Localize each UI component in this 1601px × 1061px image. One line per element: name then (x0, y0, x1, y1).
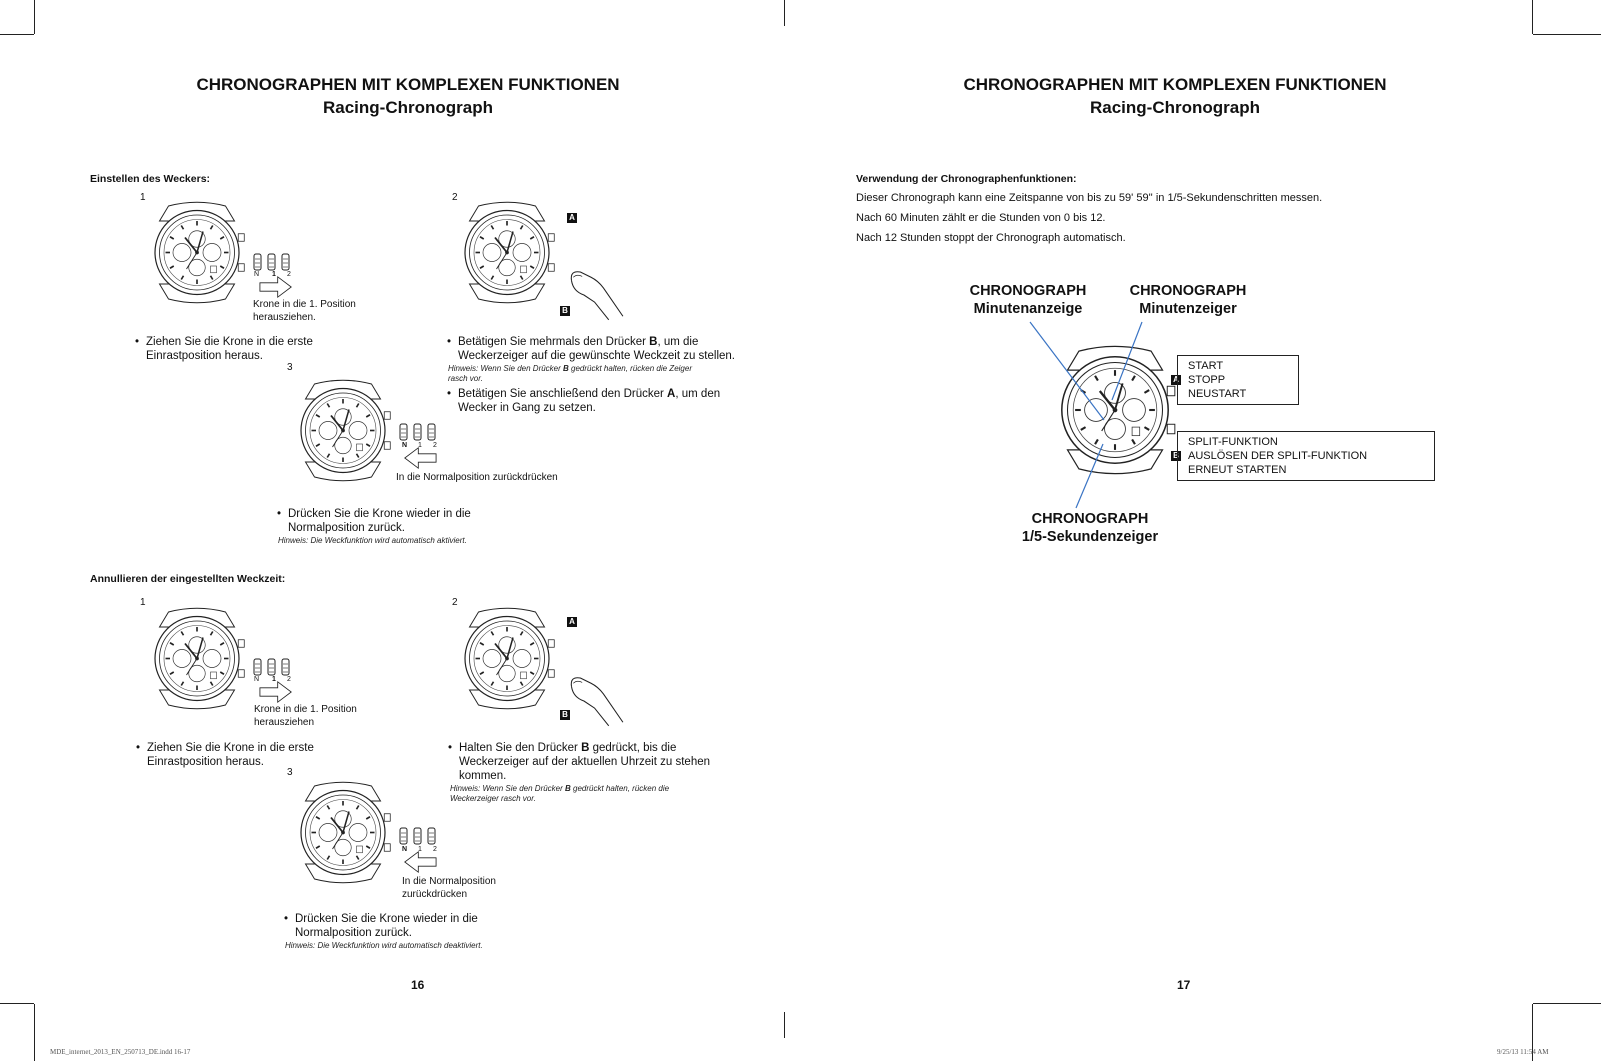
body-paragraph: Dieser Chronograph kann eine Zeitspanne von bis zu 59' 59'' in 1/5-Sekundenschritten messen. (856, 192, 1323, 204)
crown-position-n: N (254, 676, 260, 683)
print-slug-file: MDE_internet_2013_EN_250713_DE.indd 16-17 (50, 1048, 191, 1056)
instruction-bullet: • Ziehen Sie die Krone in die erste Einrastposition heraus. (136, 742, 314, 768)
crown-position-1: 1 (418, 442, 422, 449)
step-caption: In die Normalposition zurückdrücken (396, 472, 558, 483)
label-minute-hand: CHRONOGRAPH Minutenzeiger (1129, 283, 1247, 317)
label-minute-counter: CHRONOGRAPH Minutenanzeige (969, 283, 1087, 317)
pusher-a-label: A (567, 213, 577, 223)
label-fifth-second-hand: CHRONOGRAPH 1/5-Sekundenzeiger (1021, 511, 1159, 545)
section-heading-cancel-alarm: Annullieren der eingestellten Weckzeit: (90, 573, 286, 585)
step-number: 1 (140, 597, 146, 608)
step-caption: Krone in die 1. Position herausziehen (254, 704, 357, 728)
body-paragraph: Nach 12 Stunden stoppt der Chronograph automatisch. (856, 232, 1126, 244)
page-number: 16 (411, 978, 425, 992)
page-title: CHRONOGRAPHEN MIT KOMPLEXEN FUNKTIONEN (196, 75, 620, 94)
step-number: 2 (452, 192, 458, 203)
crown-position-2: 2 (433, 846, 437, 853)
page-subtitle: Racing-Chronograph (323, 98, 493, 117)
crown-position-1: 1 (272, 271, 276, 278)
pusher-a-label: A (1171, 375, 1181, 385)
hint-note: Hinweis: Die Weckfunktion wird automatisch aktiviert. (278, 536, 467, 545)
crown-position-2: 2 (433, 442, 437, 449)
hint-note: Hinweis: Wenn Sie den Drücker B gedrückt halten, rücken die Zeiger rasch vor. (448, 364, 692, 383)
page-title: CHRONOGRAPHEN MIT KOMPLEXEN FUNKTIONEN (963, 75, 1387, 94)
instruction-bullet: • Betätigen Sie anschließend den Drücker A, um den Wecker in Gang zu setzen. (447, 388, 721, 414)
section-heading-usage: Verwendung der Chronographenfunktionen: (856, 173, 1077, 185)
pusher-b-functions-box: SPLIT-FUNKTION AUSLÖSEN DER SPLIT-FUNKTION ERNEUT STARTEN (1177, 431, 1435, 481)
step-number: 1 (140, 192, 146, 203)
body-paragraph: Nach 60 Minuten zählt er die Stunden von 0 bis 12. (856, 212, 1106, 224)
step-number: 3 (287, 362, 293, 373)
page-subtitle: Racing-Chronograph (1090, 98, 1260, 117)
print-slug-date: 9/25/13 11:54 AM (1497, 1048, 1549, 1056)
crown-position-2: 2 (287, 676, 291, 683)
step-caption: Krone in die 1. Position herausziehen. (253, 299, 356, 323)
instruction-bullet: • Halten Sie den Drücker B gedrückt, bis die Weckerzeiger auf der aktuellen Uhrzeit zu stehen kommen. (448, 742, 711, 782)
crown-position-1: 1 (418, 846, 422, 853)
step-number: 2 (452, 597, 458, 608)
instruction-bullet: • Drücken Sie die Krone wieder in die Normalposition zurück. (277, 508, 471, 534)
instruction-bullet: • Ziehen Sie die Krone in die erste Einrastposition heraus. (135, 336, 313, 362)
step-caption: In die Normalposition zurückdrücken (402, 876, 496, 900)
pusher-a-label: A (567, 617, 577, 627)
hint-note: Hinweis: Die Weckfunktion wird automatisch deaktiviert. (285, 941, 483, 950)
crown-position-n: N (402, 846, 408, 853)
instruction-bullet: • Drücken Sie die Krone wieder in die Normalposition zurück. (284, 913, 478, 939)
step-number: 3 (287, 767, 293, 778)
crown-position-1: 1 (272, 676, 276, 683)
crown-position-n: N (402, 442, 408, 449)
crown-position-n: N (254, 271, 260, 278)
crown-position-2: 2 (287, 271, 291, 278)
pusher-b-label: B (560, 710, 570, 720)
pusher-b-label: B (1171, 451, 1181, 461)
page-number: 17 (1177, 978, 1191, 992)
pusher-a-functions-box: START STOPP NEUSTART (1177, 355, 1299, 405)
instruction-bullet: • Betätigen Sie mehrmals den Drücker B, um die Weckerzeiger auf die gewünschte Weckzeit zu stellen. (447, 336, 735, 362)
section-heading-set-alarm: Einstellen des Weckers: (90, 173, 211, 185)
pusher-b-label: B (560, 306, 570, 316)
hint-note: Hinweis: Wenn Sie den Drücker B gedrückt halten, rücken die Weckerzeiger rasch vor. (450, 784, 670, 803)
